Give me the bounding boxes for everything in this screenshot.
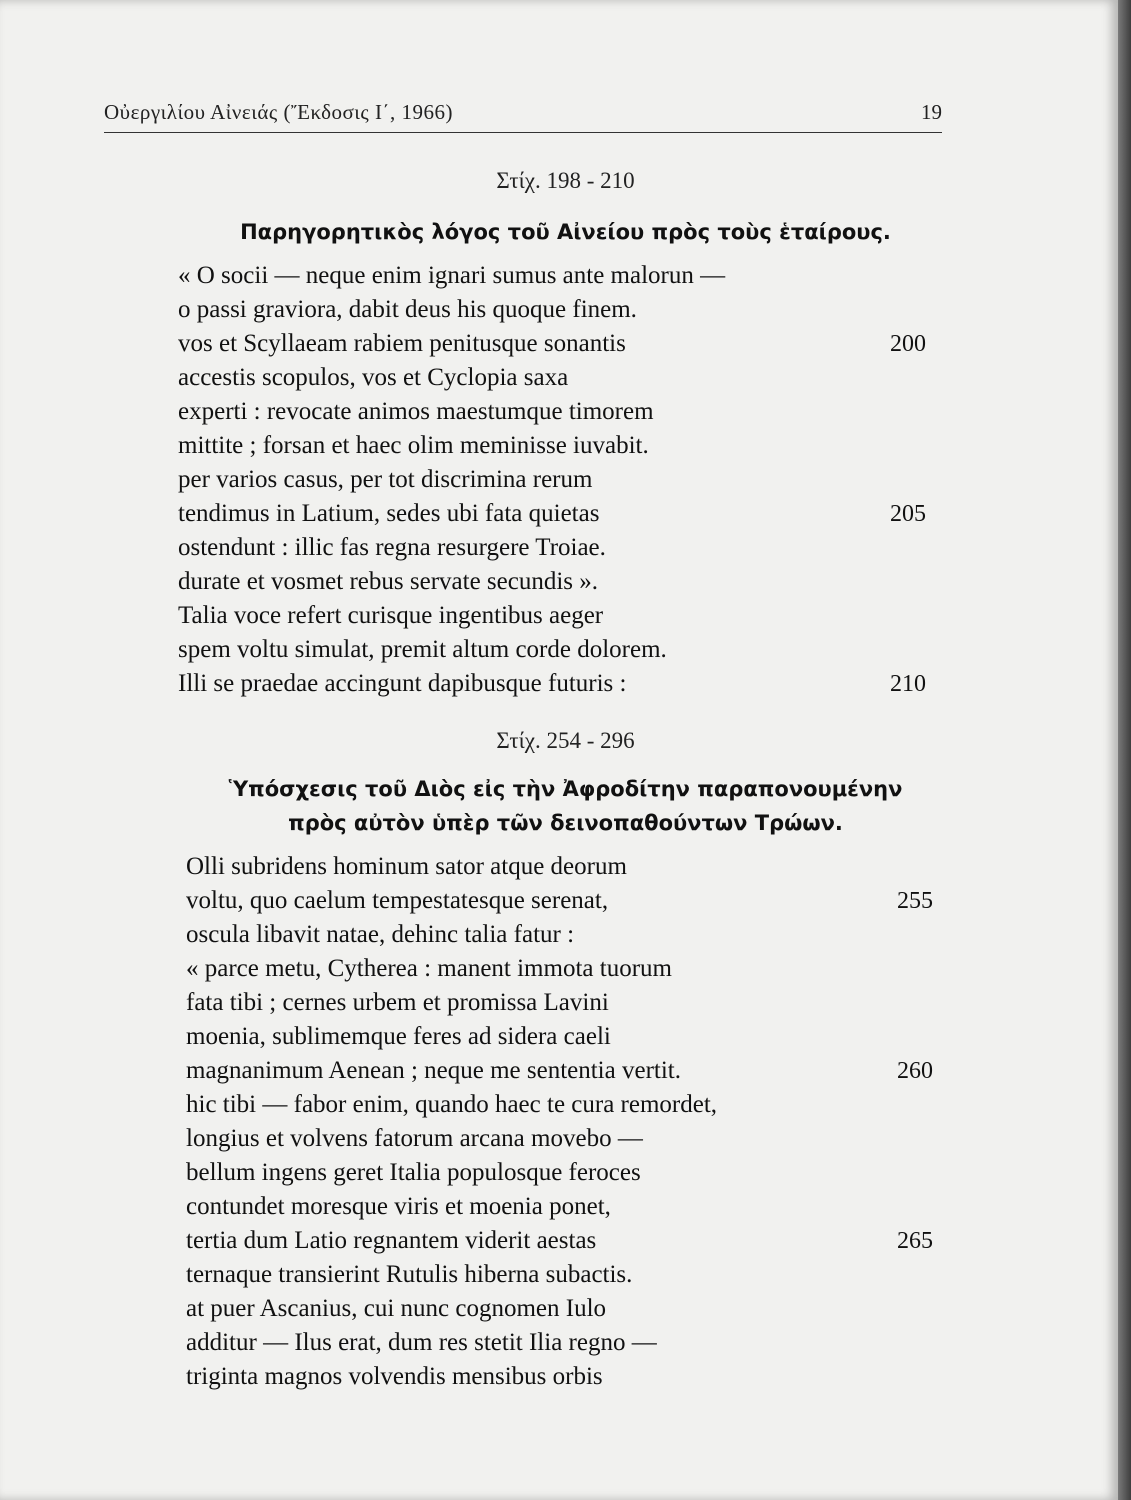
verse-line: « parce metu, Cytherea : manent immota tuorum (186, 955, 672, 982)
section-2-heading-line-1: Ὑπόσχεσις τοῦ Διὸς εἰς τὴν Ἀφροδίτην παραπονουμένην (228, 777, 903, 801)
verse-line: accestis scopulos, vos et Cyclopia saxa (178, 364, 569, 391)
verse-line: experti : revocate animos maestumque timorem (178, 398, 654, 425)
verse-line: Olli subridens hominum sator atque deorum (186, 853, 627, 880)
verse-line: tendimus in Latium, sedes ubi fata quietas (178, 500, 600, 527)
verse-line: longius et volvens fatorum arcana movebo — (186, 1125, 643, 1152)
section-1-label: Στίχ. 198 - 210 (496, 168, 635, 193)
verse-line: Talia voce refert curisque ingentibus aeger (178, 602, 604, 629)
running-title: Οὐεργιλίου Αἰνειάς (Ἔκδοσις Ι΄, 1966) (104, 100, 453, 124)
line-number: 205 (890, 501, 926, 527)
verse-line: triginta magnos volvendis mensibus orbis (186, 1363, 603, 1390)
section-2-label: Στίχ. 254 - 296 (496, 728, 635, 753)
verse-line: durate et vosmet rebus servate secundis ». (178, 568, 599, 595)
section-2-heading-line-2: πρὸς αὐτὸν ὑπὲρ τῶν δεινοπαθούντων Τρώων. (288, 811, 843, 835)
verse-line: ostendunt : illic fas regna resurgere Troiae. (178, 534, 606, 561)
running-header (104, 98, 942, 133)
verse-line: ternaque transierint Rutulis hiberna subactis. (186, 1261, 633, 1288)
verse-line: « O socii — neque enim ignari sumus ante malorun — (178, 262, 726, 289)
line-number: 200 (890, 331, 926, 357)
verse-line: at puer Ascanius, cui nunc cognomen Iulo (186, 1295, 607, 1322)
line-number: 210 (890, 671, 926, 697)
page-edge (1118, 0, 1131, 1500)
verse-line: o passi graviora, dabit deus his quoque finem. (178, 296, 637, 323)
line-number: 260 (897, 1058, 933, 1084)
verse-line: mittite ; forsan et haec olim meminisse iuvabit. (178, 432, 649, 459)
verse-line: spem voltu simulat, premit altum corde dolorem. (178, 636, 667, 663)
verse-line: magnanimum Aenean ; neque me sententia vertit. (186, 1057, 681, 1084)
verse-line: oscula libavit natae, dehinc talia fatur : (186, 921, 575, 948)
verse-line: Illi se praedae accingunt dapibusque futuris : (178, 670, 627, 697)
line-number: 255 (897, 888, 933, 914)
verse-line: additur — Ilus erat, dum res stetit Ilia regno — (186, 1329, 657, 1356)
verse-line: voltu, quo caelum tempestatesque serenat, (186, 887, 609, 914)
verse-line: hic tibi — fabor enim, quando haec te cura remordet, (186, 1091, 718, 1118)
verse-line: tertia dum Latio regnantem viderit aestas (186, 1227, 597, 1254)
verse-line: fata tibi ; cernes urbem et promissa Lavini (186, 989, 609, 1016)
verse-line: moenia, sublimemque feres ad sidera caeli (186, 1023, 611, 1050)
section-1-heading: Παρηγορητικὸς λόγος τοῦ Αἰνείου πρὸς τοὺς ἑταίρους. (240, 220, 891, 244)
verse-line: per varios casus, per tot discrimina rerum (178, 466, 593, 493)
verse-line: vos et Scyllaeam rabiem penitusque sonantis (178, 330, 626, 357)
page-number: 19 (921, 100, 942, 124)
line-number: 265 (897, 1228, 933, 1254)
verse-line: contundet moresque viris et moenia ponet, (186, 1193, 611, 1220)
verse-line: bellum ingens geret Italia populosque feroces (186, 1159, 641, 1186)
